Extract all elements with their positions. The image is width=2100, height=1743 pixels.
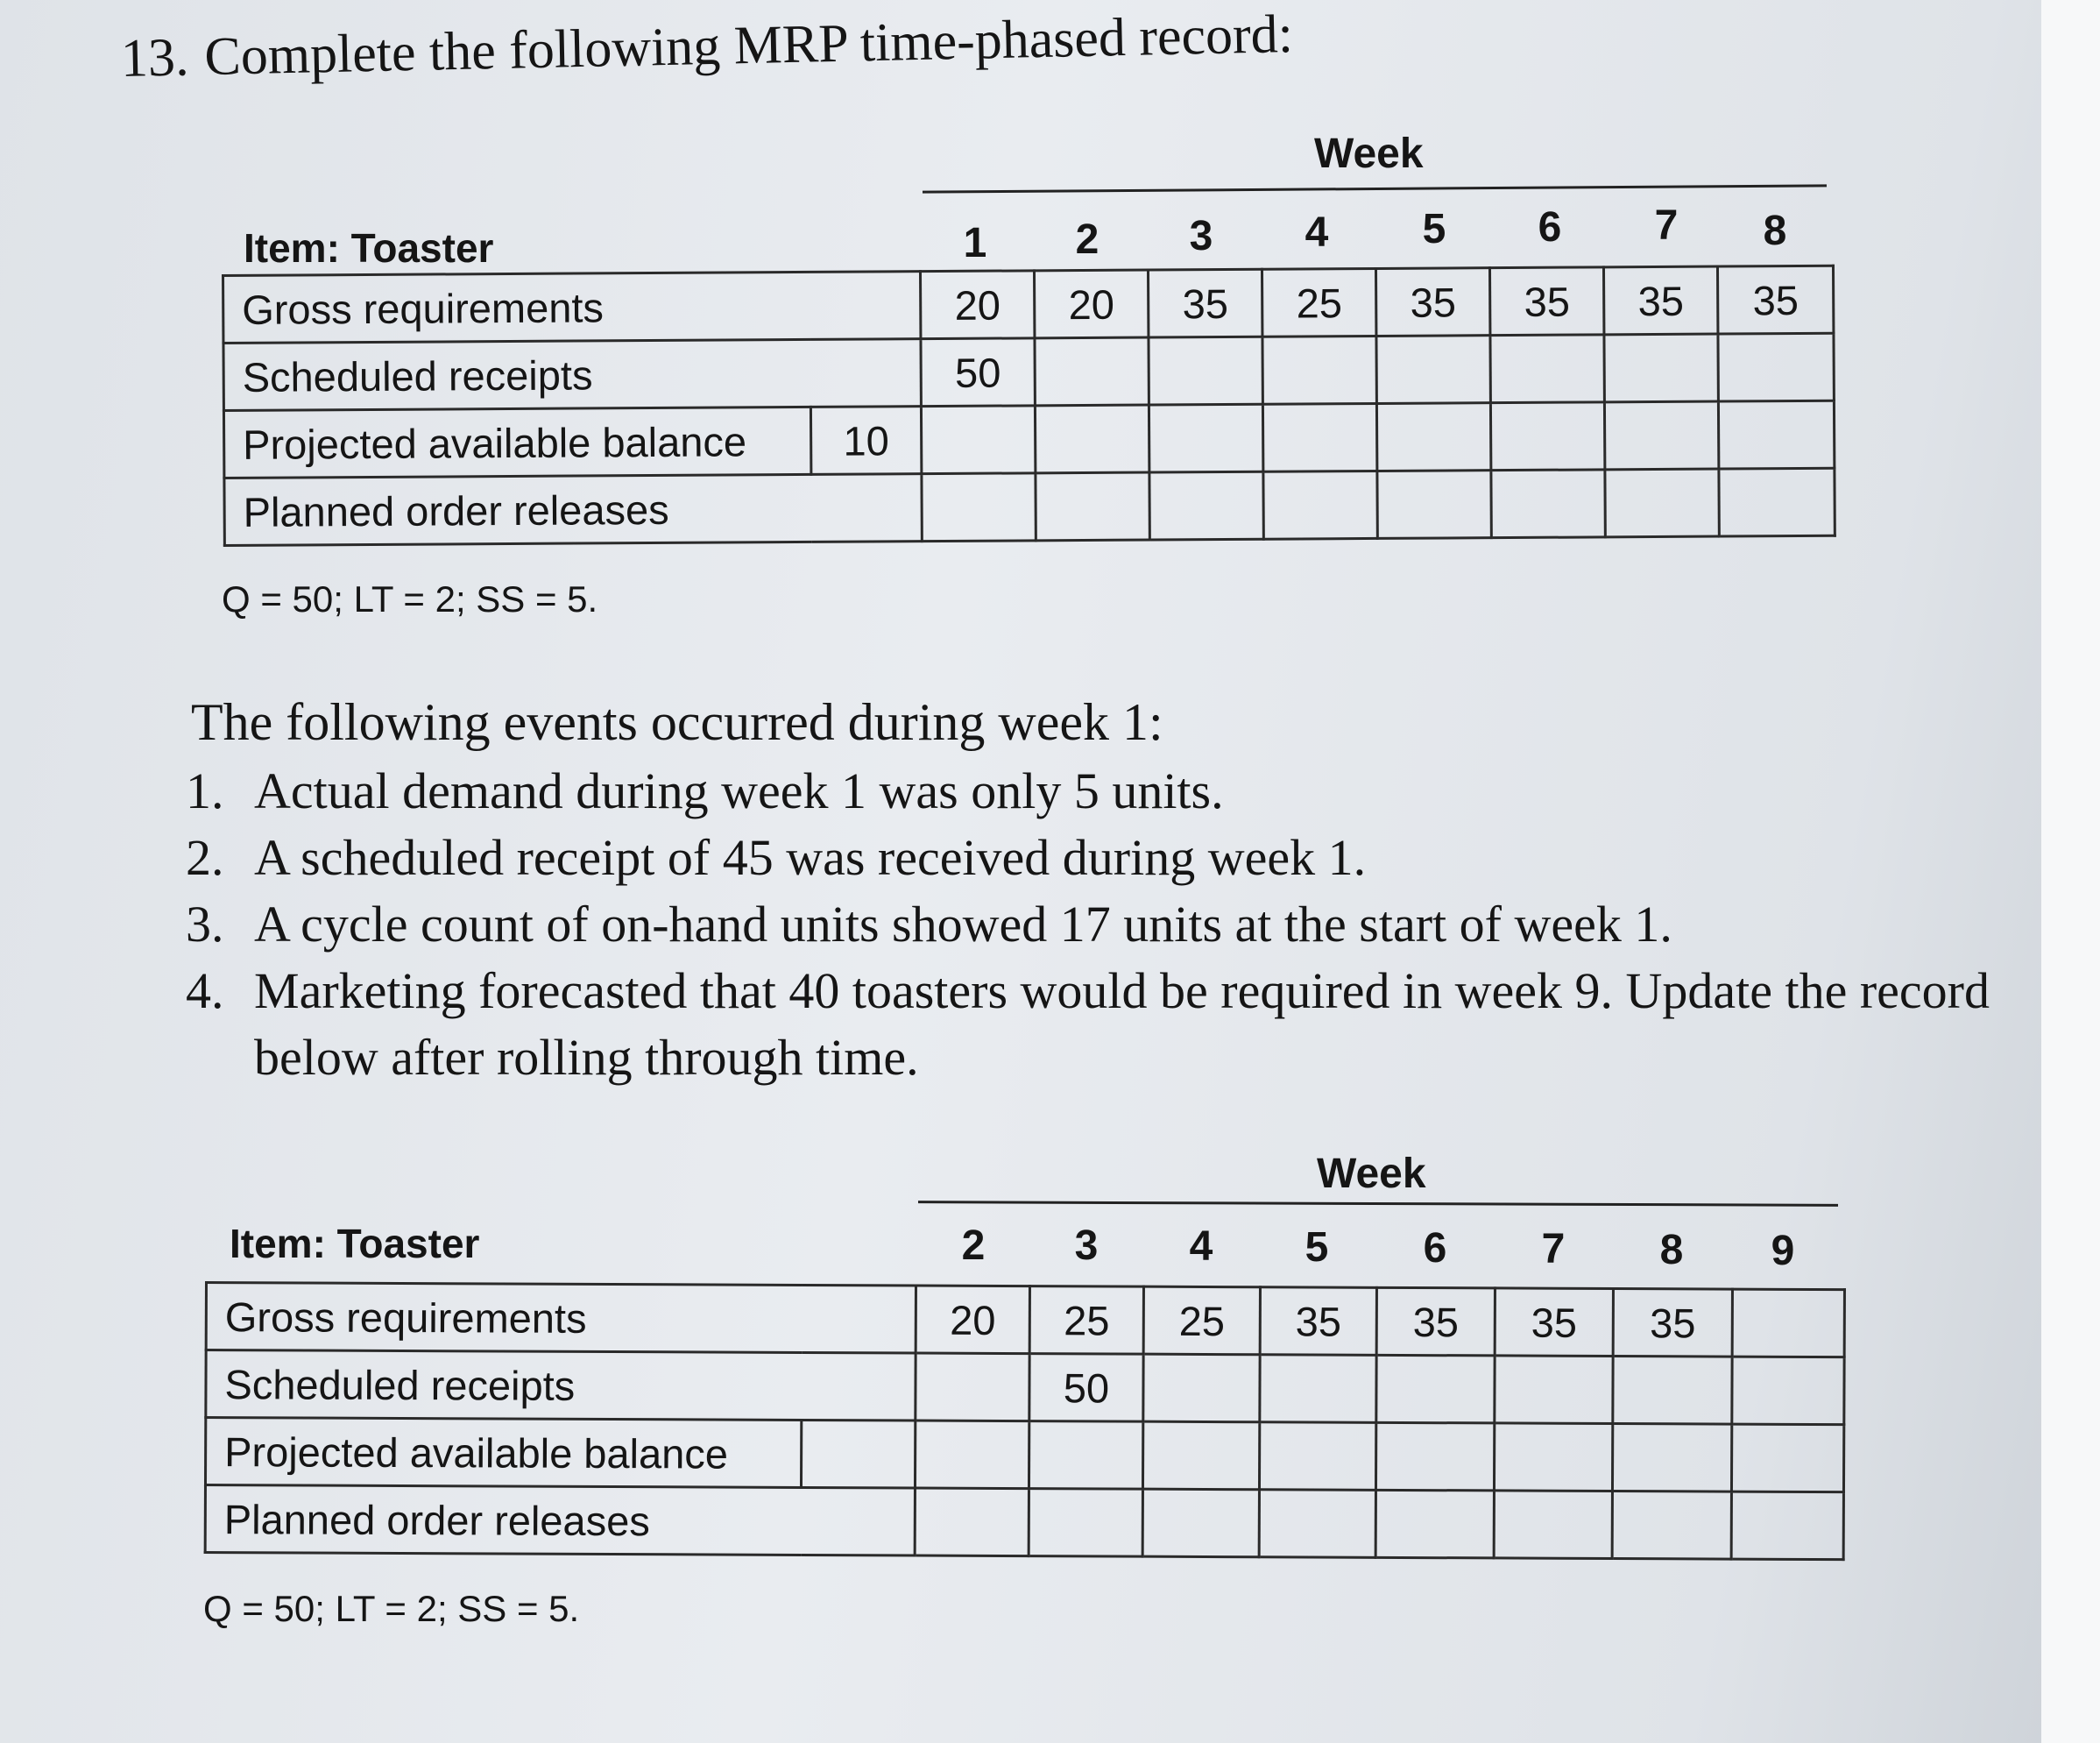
row-label: Planned order releases [205,1485,915,1556]
scheduled-receipts-row [223,333,1834,410]
table-cell: 20 [921,271,1035,339]
week-number: 8 [1763,208,1787,254]
table-cell: 35 [1489,267,1603,336]
table-cell [921,406,1035,474]
table-cell: 35 [1376,268,1490,337]
table-cell [1029,1421,1142,1490]
table-cell: 35 [1495,1288,1613,1357]
table-cell [1604,401,1718,470]
table-cell [1718,400,1834,469]
list-text: A scheduled receipt of 45 was received during week 1. [254,829,1367,886]
row-label: Scheduled receipts [206,1350,916,1421]
item-label: Item: Toaster [230,1221,480,1266]
week-number: 5 [1305,1224,1329,1271]
week-number: 9 [1771,1228,1795,1274]
week-number: 6 [1538,204,1562,251]
table-cell [1029,1489,1142,1557]
table-cell: 25 [1262,268,1376,337]
table-cell [1142,1421,1259,1490]
table-cell [1035,337,1149,406]
table-cell [915,1421,1029,1489]
table-cell [1605,469,1719,537]
row-label: Projected available balance [205,1418,801,1488]
week-number: 2 [961,1222,986,1269]
question-number: 13. [120,27,190,89]
table-cell [1376,1355,1495,1423]
row-label: Gross requirements [223,272,921,344]
week-number: 7 [1541,1226,1566,1272]
list-item [186,758,1938,825]
table-cell [915,1488,1029,1556]
table-cell: 20 [1035,270,1149,338]
table-cell [1732,1357,1844,1425]
table-cell [1260,1355,1376,1423]
table-cell [1259,1422,1375,1491]
table-cell [1376,336,1490,404]
list-text: Actual demand during week 1 was only 5 units. [254,762,1224,819]
row-label: Planned order releases [224,474,922,546]
mrp-update-table [204,1281,1846,1561]
week-number: 3 [1189,213,1213,259]
table-cell [1375,1422,1494,1491]
table-cell: 35 [1717,266,1833,334]
week-number: 8 [1659,1227,1684,1273]
record-parameters: Q = 50; LT = 2; SS = 5. [203,1588,580,1629]
row-label: Gross requirements [206,1283,916,1354]
gross-requirements-row [223,266,1834,343]
page-edge [2041,0,2100,1743]
item-label: Item: Toaster [244,225,494,271]
table-cell: 35 [1149,269,1262,337]
week-number: 4 [1305,209,1329,256]
table-cell [1718,333,1834,401]
table-cell [1731,1424,1843,1492]
table-cell [1035,405,1149,473]
table-cell [1612,1424,1731,1492]
table-cell [1490,402,1604,471]
table-cell [1719,468,1835,536]
table-cell [1263,471,1377,539]
table-cell [1142,1489,1259,1557]
table-cell [1731,1491,1843,1560]
list-item [186,891,1938,958]
table-cell [1494,1491,1612,1559]
table-cell [1149,337,1262,405]
events-intro: The following events occurred during week 1: [191,693,1163,751]
row-label: Scheduled receipts [223,339,921,411]
scheduled-receipts-row [206,1350,1844,1425]
week-number: 6 [1423,1225,1447,1272]
gross-requirements-row [206,1283,1844,1357]
table-cell [1149,471,1263,540]
table-cell: 35 [1603,266,1717,335]
initial-balance-cell: 10 [810,407,921,475]
question-text: Complete the following MRP time-phased record: [203,4,1294,87]
table-cell: 25 [1029,1286,1143,1355]
table-cell: 50 [921,338,1035,407]
list-text: A cycle count of on-hand units showed 17 units at the start of week 1. [254,896,1672,953]
record-parameters: Q = 50; LT = 2; SS = 5. [222,578,598,620]
week-number: 3 [1074,1222,1099,1269]
week-heading: Week [1314,131,1424,177]
projected-available-balance-row [223,400,1834,478]
table-cell [1377,471,1491,539]
list-item [186,825,1938,891]
table-cell [1036,472,1149,541]
week-heading: Week [1317,1151,1426,1197]
planned-order-releases-row [205,1485,1843,1560]
table-cell [916,1353,1029,1421]
table-cell: 35 [1260,1287,1376,1356]
list-number: 3. [186,896,224,953]
table-cell [1490,335,1604,403]
table-cell: 20 [916,1286,1029,1354]
mrp-record-table [222,265,1836,547]
table-cell: 35 [1613,1289,1732,1357]
list-text: Marketing forecasted that 40 toasters would be required in week 9. Update the record below after rolling through time. [254,962,1990,1086]
table-cell [1262,403,1376,471]
table-cell [1149,404,1262,472]
planned-order-releases-row [224,468,1835,545]
table-cell [1732,1289,1844,1357]
table-cell [1495,1356,1613,1424]
week-number: 4 [1189,1223,1213,1270]
table-cell: 50 [1029,1354,1143,1422]
table-cell [1613,1357,1732,1425]
week-number: 1 [963,220,987,266]
table-cell [1494,1423,1612,1491]
table-cell [1143,1354,1260,1422]
week-number: 5 [1422,206,1446,252]
week-number: 2 [1075,216,1099,263]
table-cell [1612,1491,1731,1560]
list-item [186,958,2006,1091]
list-number: 1. [186,762,224,819]
list-number: 2. [186,829,224,886]
projected-available-balance-row [205,1418,1843,1492]
row-label: Projected available balance [223,407,810,478]
table-cell [1376,403,1490,471]
week-number: 7 [1654,202,1679,249]
initial-balance-cell [801,1420,915,1488]
table-cell: 35 [1376,1287,1495,1356]
table-cell: 25 [1143,1286,1260,1355]
table-cell [1259,1490,1375,1558]
list-number: 4. [186,962,224,1019]
table-cell [1491,470,1605,538]
table-cell [1604,334,1718,402]
table-cell [1262,336,1376,404]
table-cell [922,473,1036,542]
events-list [186,758,1990,1091]
table-cell [1375,1490,1494,1558]
